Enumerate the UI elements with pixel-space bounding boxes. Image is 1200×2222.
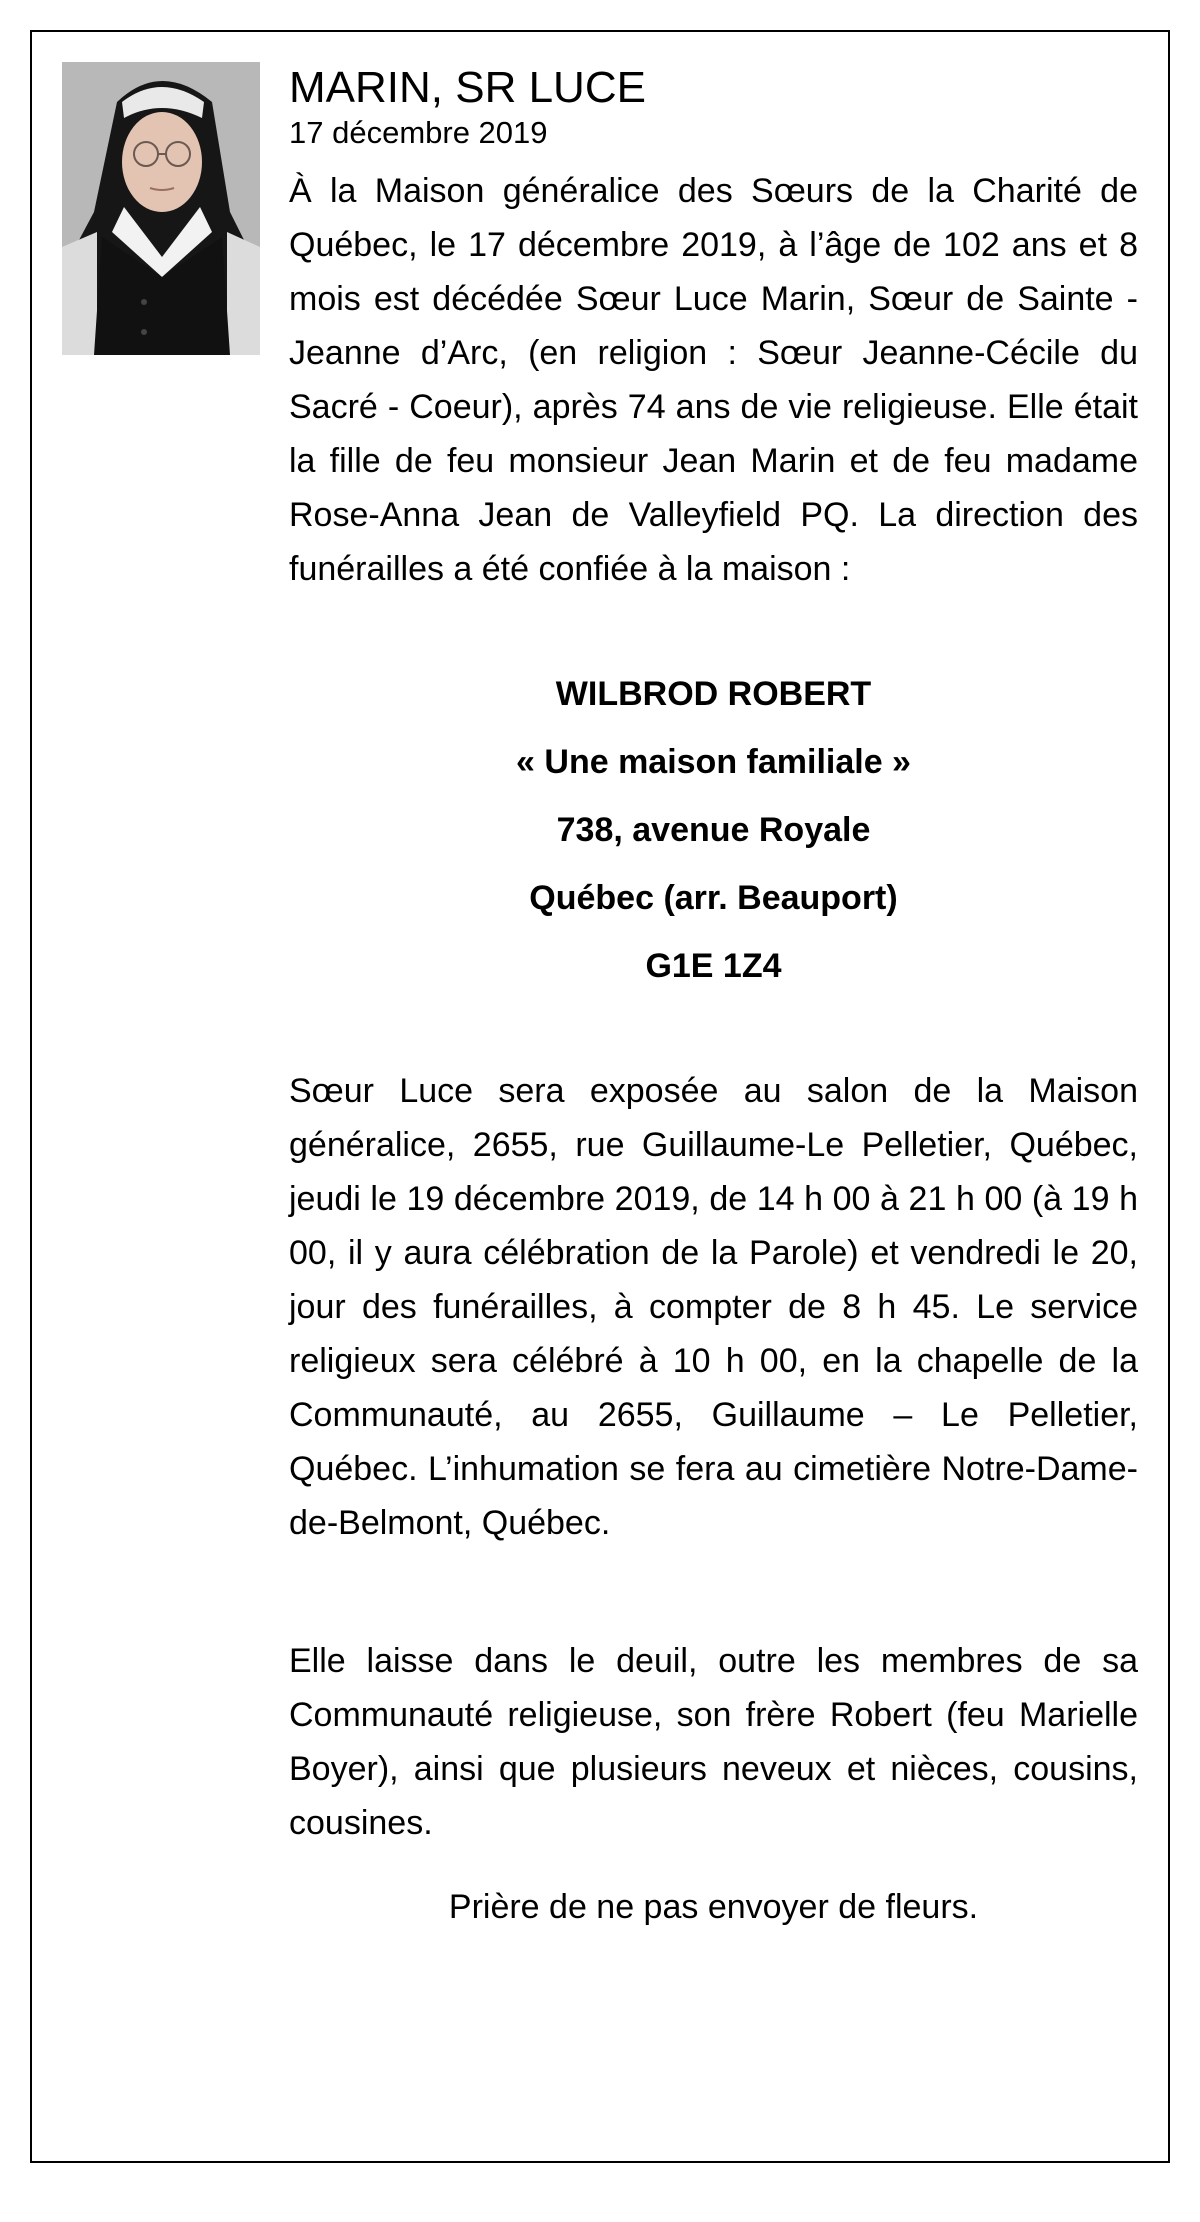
visitation-paragraph: Sœur Luce sera exposée au salon de la Maison généralice, 2655, rue Guillaume-Le Pelletier, Québec, jeudi le 19 décembre 2019, de 14 h 00 à 21 h 00 (à 19 h 00, il y aura célébration de la Parole) et vendredi le 20, jour des funérailles, à compter de 8 h 45. Le service religieux sera célébré à 10 h 00, en la chapelle de la Communauté, au 2655, Guillaume – Le Pelletier, Québec. L’inhumation se fera au cimetière Notre-Dame-de-Belmont, Québec. [289,1072,1138,1542]
funeral-home-postal-code: G1E 1Z4 [645,947,782,985]
notice-content [289,60,1138,1968]
funeral-home-slogan: « Une maison familiale » [516,743,911,781]
death-date: 17 décembre 2019 [289,115,548,150]
announcement-paragraph: À la Maison généralice des Sœurs de la Charité de Québec, le 17 décembre 2019, à l’âge de 102 ans et 8 mois est décédée Sœur Luce Marin, Sœur de Sainte - Jeanne d’Arc, (en religion : Sœur Jeanne-Cécile du Sacré - Coeur), après 74 ans de vie religieuse. Elle était la fille de feu monsieur Jean Marin et de feu madame Rose-Anna Jean de Valleyfield PQ. La direction des funérailles a été confiée à la maison : [289,172,1138,588]
portrait-photo [62,62,260,355]
survivors-paragraph: Elle laisse dans le deuil, outre les membres de sa Communauté religieuse, son frère Robert (feu Marielle Boyer), ainsi que plusieurs neveux et nièces, cousins, cousines. [289,1642,1138,1842]
funeral-home-block [289,660,1138,1000]
deceased-name: MARIN, SR LUCE [289,63,646,112]
funeral-home-city: Québec (arr. Beauport) [529,879,898,917]
closing-request: Prière de ne pas envoyer de fleurs. [448,1888,979,1926]
funeral-home-street: 738, avenue Royale [556,811,871,849]
funeral-home-name: WILBROD ROBERT [555,675,872,713]
